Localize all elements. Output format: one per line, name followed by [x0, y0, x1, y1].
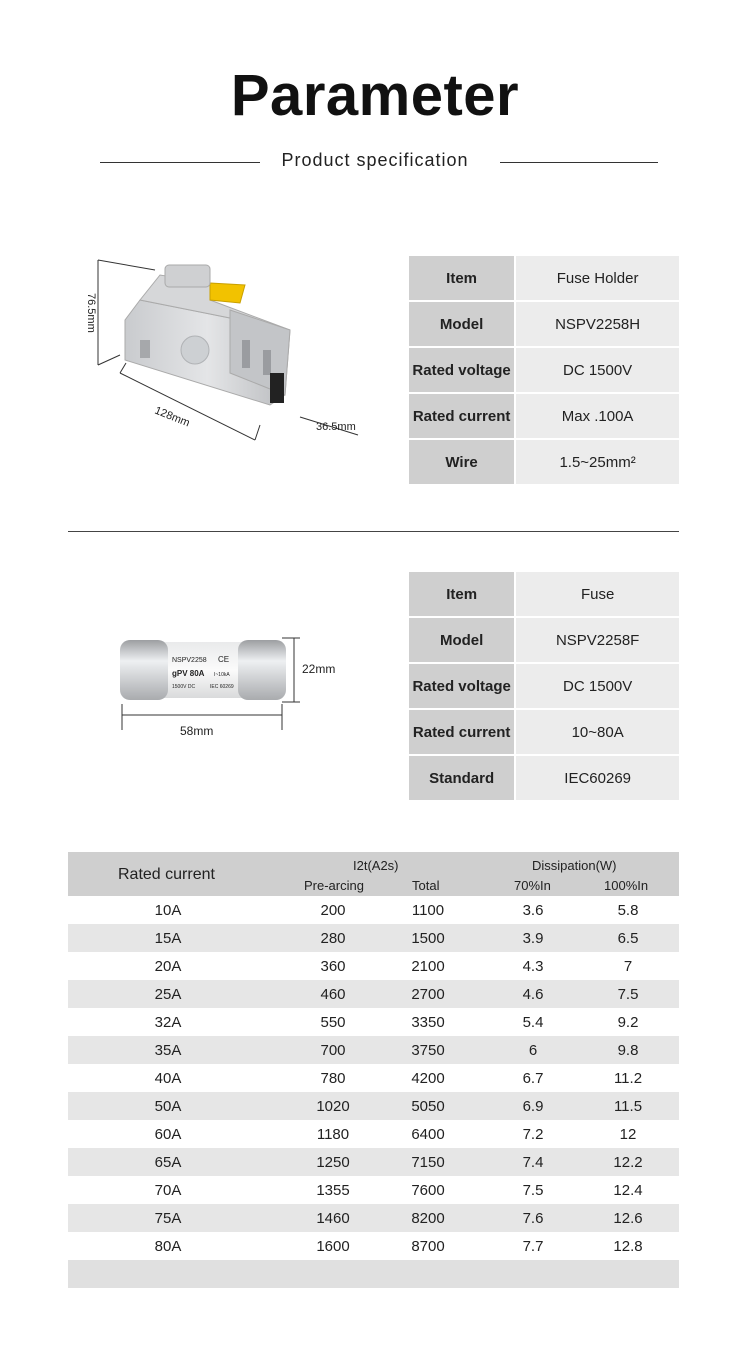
table-cell: 200 [320, 902, 346, 919]
table-footer-band [68, 1260, 679, 1288]
table-cell: 11.5 [613, 1098, 643, 1115]
table-cell: 7.6 [522, 1210, 544, 1227]
fuse-length-label: 58mm [180, 724, 214, 738]
table-cell: 7150 [411, 1154, 445, 1171]
table-cell: 4200 [411, 1070, 445, 1087]
table-cell: 280 [320, 930, 346, 947]
spec-value: Fuse Holder [516, 256, 679, 300]
header-70-in: 70%In [514, 878, 551, 893]
table-cell: 550 [320, 1014, 346, 1031]
spec-key: Rated voltage [409, 662, 516, 708]
fuse-spec-table [409, 572, 679, 800]
holder-height-label: 76.5mm [85, 293, 97, 333]
table-cell: 7.5 [522, 1182, 544, 1199]
table-row [68, 1092, 679, 1120]
table-row [68, 1148, 679, 1176]
table-cell: 1100 [411, 902, 445, 919]
subtitle-rule-right [500, 162, 658, 163]
section-divider [68, 531, 679, 532]
table-cell: 4.3 [522, 958, 544, 975]
table-cell: 35A [154, 1042, 182, 1059]
table-row [409, 438, 679, 484]
table-cell: 75A [154, 1210, 182, 1227]
table-cell: 12.4 [613, 1182, 643, 1199]
table-cell: 7.2 [522, 1126, 544, 1143]
spec-value: DC 1500V [516, 346, 679, 392]
fuse-holder-drawing [80, 245, 370, 455]
spec-value: 10~80A [516, 708, 679, 754]
holder-depth-label: 36.5mm [316, 421, 356, 433]
header-100-in: 100%In [604, 878, 649, 893]
table-row [409, 616, 679, 662]
table-cell: 10A [154, 902, 182, 919]
table-cell: 40A [154, 1070, 182, 1087]
table-cell: 7.4 [522, 1154, 544, 1171]
table-cell: 3350 [411, 1014, 445, 1031]
rating-table-header [68, 852, 679, 896]
table-cell: 12.8 [613, 1238, 643, 1255]
page-title: Parameter [230, 63, 520, 128]
spec-key: Rated current [409, 392, 516, 438]
header-i2t: I2t(A2s) [353, 858, 399, 873]
table-cell: 780 [320, 1070, 346, 1087]
table-cell: 1500 [411, 930, 445, 947]
table-cell: 60A [154, 1126, 182, 1143]
table-cell: 2100 [411, 958, 445, 975]
spec-value: Fuse [516, 572, 679, 616]
spec-key: Rated current [409, 708, 516, 754]
table-cell: 12.6 [613, 1210, 643, 1227]
table-cell: 12 [619, 1126, 637, 1143]
table-row [409, 708, 679, 754]
table-row [409, 300, 679, 346]
table-cell: 9.8 [617, 1042, 639, 1059]
fuse-label-model: NSPV2258 [172, 657, 207, 664]
table-cell: 1460 [316, 1210, 350, 1227]
spec-key: Item [409, 572, 516, 616]
spec-value: Max .100A [516, 392, 679, 438]
table-cell: 360 [320, 958, 346, 975]
fuse-label-rating: gPV 80A [172, 669, 205, 678]
spec-key: Model [409, 300, 516, 346]
table-row [68, 952, 679, 980]
spec-value: 1.5~25mm² [516, 438, 679, 484]
table-cell: 6 [528, 1042, 538, 1059]
spec-value: NSPV2258H [516, 300, 679, 346]
spec-value: IEC60269 [516, 754, 679, 800]
table-row [68, 1036, 679, 1064]
table-row [68, 1176, 679, 1204]
table-cell: 65A [154, 1154, 182, 1171]
table-cell: 4.6 [522, 986, 544, 1003]
table-cell: 1355 [316, 1182, 350, 1199]
table-row [68, 980, 679, 1008]
table-row [68, 1008, 679, 1036]
table-cell: 6.7 [522, 1070, 544, 1087]
table-cell: 9.2 [617, 1014, 639, 1031]
table-row [68, 1232, 679, 1260]
table-cell: 20A [154, 958, 182, 975]
fuse-label-ce: CE [218, 655, 230, 664]
fuse-label-standard: IEC 60269 [210, 684, 234, 690]
table-cell: 460 [320, 986, 346, 1003]
table-row [409, 392, 679, 438]
spec-key: Rated voltage [409, 346, 516, 392]
table-row [409, 754, 679, 800]
spec-value: DC 1500V [516, 662, 679, 708]
fuse-label-range: I~10kA [214, 672, 230, 678]
table-cell: 3750 [411, 1042, 445, 1059]
table-cell: 3.9 [522, 930, 544, 947]
rating-table-body [68, 896, 679, 1260]
fuse-label-voltage: 1500V DC [172, 684, 196, 690]
holder-spec-table [409, 256, 679, 484]
table-cell: 5.4 [522, 1014, 544, 1031]
table-cell: 5.8 [617, 902, 639, 919]
rating-table [68, 852, 679, 1288]
spec-key: Model [409, 616, 516, 662]
table-cell: 15A [154, 930, 182, 947]
table-row [409, 346, 679, 392]
table-cell: 1020 [316, 1098, 350, 1115]
header-pre-arcing: Pre-arcing [304, 878, 364, 893]
table-cell: 8200 [411, 1210, 445, 1227]
fuse-drawing [110, 630, 350, 745]
spec-key: Item [409, 256, 516, 300]
table-cell: 5050 [411, 1098, 445, 1115]
table-cell: 7.7 [522, 1238, 544, 1255]
table-row [409, 572, 679, 616]
table-row [68, 1064, 679, 1092]
spec-key: Wire [409, 438, 516, 484]
table-cell: 6.5 [617, 930, 639, 947]
table-row [68, 924, 679, 952]
header-total: Total [412, 878, 440, 893]
spec-key: Standard [409, 754, 516, 800]
table-cell: 6.9 [522, 1098, 544, 1115]
spec-value: NSPV2258F [516, 616, 679, 662]
table-cell: 1250 [316, 1154, 350, 1171]
table-cell: 7600 [411, 1182, 445, 1199]
table-cell: 80A [154, 1238, 182, 1255]
table-cell: 7 [623, 958, 633, 975]
table-row [409, 256, 679, 300]
table-cell: 1180 [316, 1126, 350, 1143]
table-cell: 2700 [411, 986, 445, 1003]
table-cell: 32A [154, 1014, 182, 1031]
table-cell: 1600 [316, 1238, 350, 1255]
table-row [68, 1204, 679, 1232]
table-cell: 7.5 [617, 986, 639, 1003]
table-cell: 6400 [411, 1126, 445, 1143]
table-cell: 70A [154, 1182, 182, 1199]
table-row [68, 896, 679, 924]
header-dissipation: Dissipation(W) [532, 858, 617, 873]
page-subtitle: Product specification [281, 150, 469, 170]
table-cell: 50A [154, 1098, 182, 1115]
holder-length-label: 128mm [152, 404, 192, 430]
table-cell: 3.6 [522, 902, 544, 919]
header-rated-current: Rated current [118, 866, 215, 883]
table-cell: 700 [320, 1042, 346, 1059]
table-cell: 8700 [411, 1238, 445, 1255]
table-row [409, 662, 679, 708]
table-cell: 12.2 [613, 1154, 643, 1171]
table-row [68, 1120, 679, 1148]
table-cell: 25A [154, 986, 182, 1003]
fuse-diameter-label: 22mm [302, 662, 336, 676]
table-cell: 11.2 [613, 1070, 643, 1087]
